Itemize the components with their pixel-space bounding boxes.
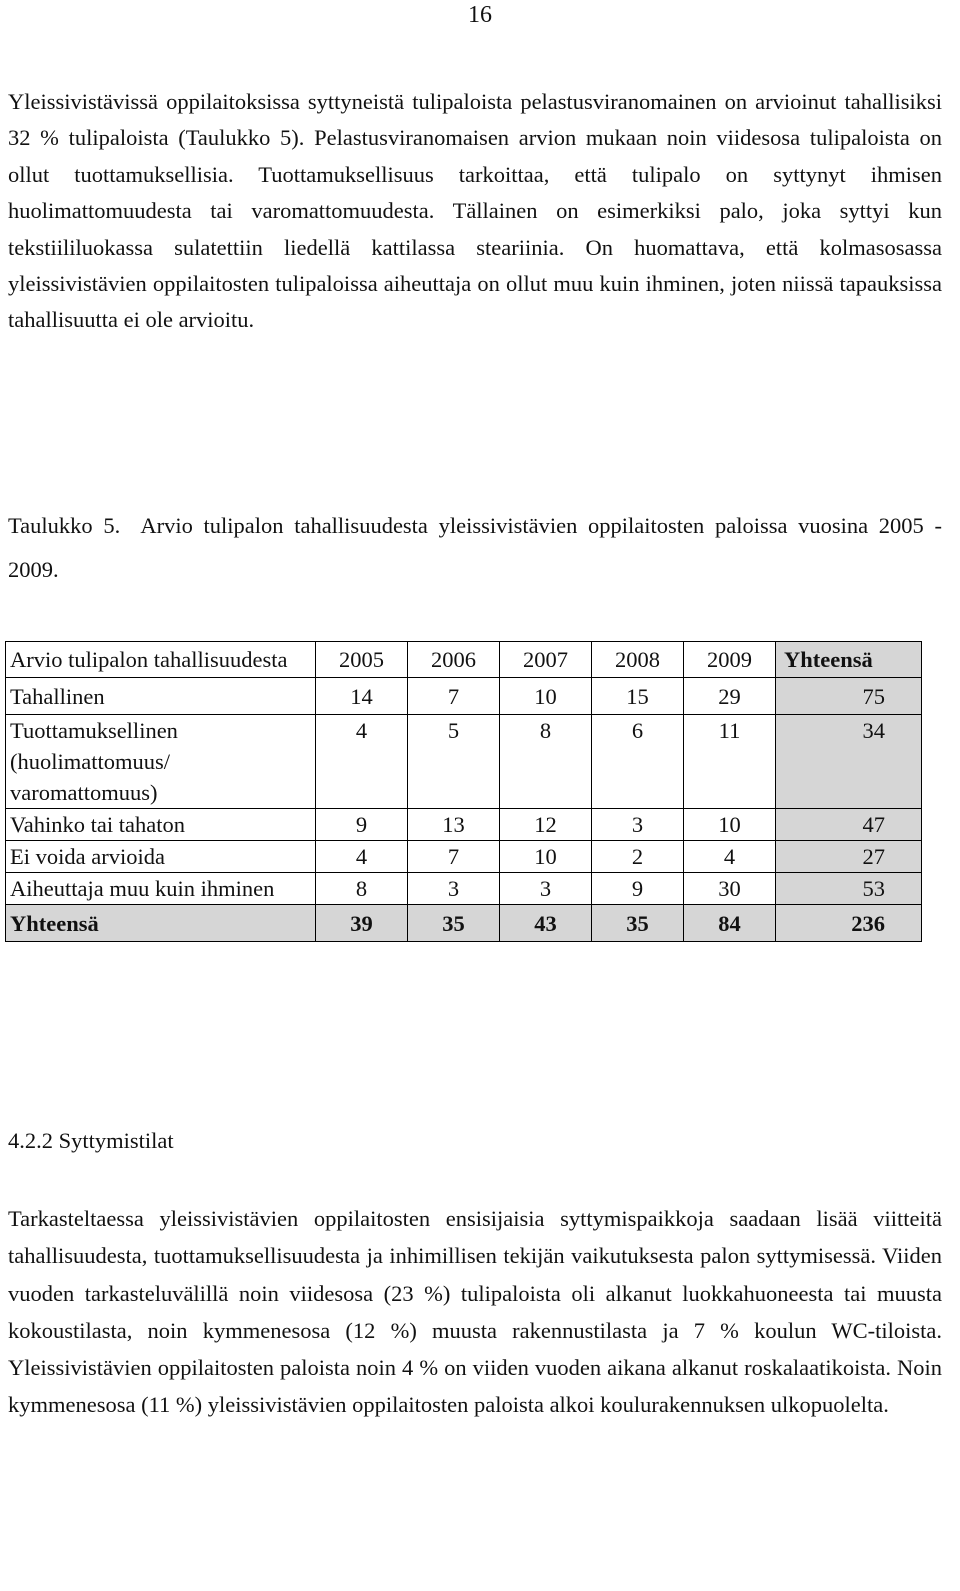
- table-cell: 7: [408, 678, 500, 715]
- table-row: [6, 841, 922, 873]
- table-cell: 9: [316, 809, 408, 841]
- table-cell: 39: [316, 905, 408, 942]
- table-cell: 84: [684, 905, 776, 942]
- body-paragraph: Yleissivistävissä oppilaitoksissa syttyneistä tulipaloista pelastusviranomainen on arvioinut tahallisiksi 32 % tulipaloista (Taulukko 5). Pelastusviranomaisen arvion mukaan noin viidesosa tulipaloista on ollut tuottamuksellisia. Tuottamuksellisuus tarkoittaa, että tulipalo on syttynyt ihmisen huolimattomuudesta tai varomattomuudesta. Tällainen on esimerkiksi palo, joka syttyi kun tekstiililuokassa sulatettiin liedellä kattilassa steariinia. On huomattava, että kolmasosassa yleissivistävien oppilaitosten tulipaloissa aiheuttaja on ollut muu kuin ihminen, joten niissä tapauksissa tahallisuutta ei ole arvioitu.: [8, 89, 942, 333]
- table-cell: 15: [592, 678, 684, 715]
- row-label: Tahallinen: [6, 678, 316, 715]
- table-cell: 29: [684, 678, 776, 715]
- table-cell: 9: [592, 873, 684, 905]
- table-cell: 3: [500, 873, 592, 905]
- table-cell: 43: [500, 905, 592, 942]
- table-caption: Taulukko 5. Arvio tulipalon tahallisuudesta yleissivistävien oppilaitosten paloissa vuosina 2005 - 2009.: [8, 513, 948, 582]
- table-row: [6, 678, 922, 715]
- table-row: [6, 715, 922, 809]
- header-cell: 2006: [408, 642, 500, 678]
- table-cell: 3: [592, 809, 684, 841]
- table-cell: 35: [408, 905, 500, 942]
- table-cell: 35: [592, 905, 684, 942]
- table-cell: 5: [408, 715, 500, 809]
- table-cell: 53: [776, 873, 922, 905]
- table-cell: 27: [776, 841, 922, 873]
- table-cell: 8: [316, 873, 408, 905]
- table-cell: 4: [316, 715, 408, 809]
- table-cell: 6: [592, 715, 684, 809]
- table-cell: 47: [776, 809, 922, 841]
- table-header-row: [6, 642, 922, 678]
- fire-intent-table: [5, 641, 922, 942]
- header-cell: 2007: [500, 642, 592, 678]
- table-cell: 4: [684, 841, 776, 873]
- row-label: Aiheuttaja muu kuin ihminen: [6, 873, 316, 905]
- row-label: Vahinko tai tahaton: [6, 809, 316, 841]
- table-cell: 34: [776, 715, 922, 809]
- table-cell: 3: [408, 873, 500, 905]
- row-label: Ei voida arvioida: [6, 841, 316, 873]
- header-cell: 2009: [684, 642, 776, 678]
- table-cell: 236: [776, 905, 922, 942]
- table-cell: 11: [684, 715, 776, 809]
- table-cell: 10: [684, 809, 776, 841]
- section-heading: 4.2.2 Syttymistilat: [8, 1128, 174, 1153]
- table-cell: 13: [408, 809, 500, 841]
- row-label: Yhteensä: [6, 905, 316, 942]
- table-cell: 14: [316, 678, 408, 715]
- table-row: [6, 809, 922, 841]
- table-cell: 10: [500, 841, 592, 873]
- header-cell: 2008: [592, 642, 684, 678]
- body-paragraph: Tarkasteltaessa yleissivistävien oppilaitosten ensisijaisia syttymispaikkoja saadaan lisää viitteitä tahallisuudesta, tuottamuksellisuudesta ja inhimillisen tekijän vaikutuksesta palon syttymisessä. Viiden vuoden tarkasteluvälillä noin viidesosa (23 %) tulipaloista oli alkanut luokkahuoneesta tai muusta kokoustilasta, noin kymmenesosa (12 %) muusta rakennustilasta ja 7 % koulun WC-tiloista. Yleissivistävien oppilaitosten paloista noin 4 % on viiden vuoden aikana alkanut roskalaatikoista. Noin kymmenesosa (11 %) yleissivistävien oppilaitosten paloista alkoi koulurakennuksen ulkopuolelta.: [8, 1206, 942, 1418]
- table-row: [6, 873, 922, 905]
- table-total-row: [6, 905, 922, 942]
- page-number: 16: [468, 2, 492, 28]
- table-cell: 12: [500, 809, 592, 841]
- row-label: Tuottamuksellinen (huolimattomuus/ varomattomuus): [6, 715, 316, 809]
- header-cell: Yhteensä: [776, 642, 922, 678]
- table-cell: 75: [776, 678, 922, 715]
- header-cell: 2005: [316, 642, 408, 678]
- table-cell: 2: [592, 841, 684, 873]
- table-cell: 10: [500, 678, 592, 715]
- header-cell: Arvio tulipalon tahallisuudesta: [6, 642, 316, 678]
- table-cell: 8: [500, 715, 592, 809]
- table-cell: 4: [316, 841, 408, 873]
- table-cell: 30: [684, 873, 776, 905]
- table-cell: 7: [408, 841, 500, 873]
